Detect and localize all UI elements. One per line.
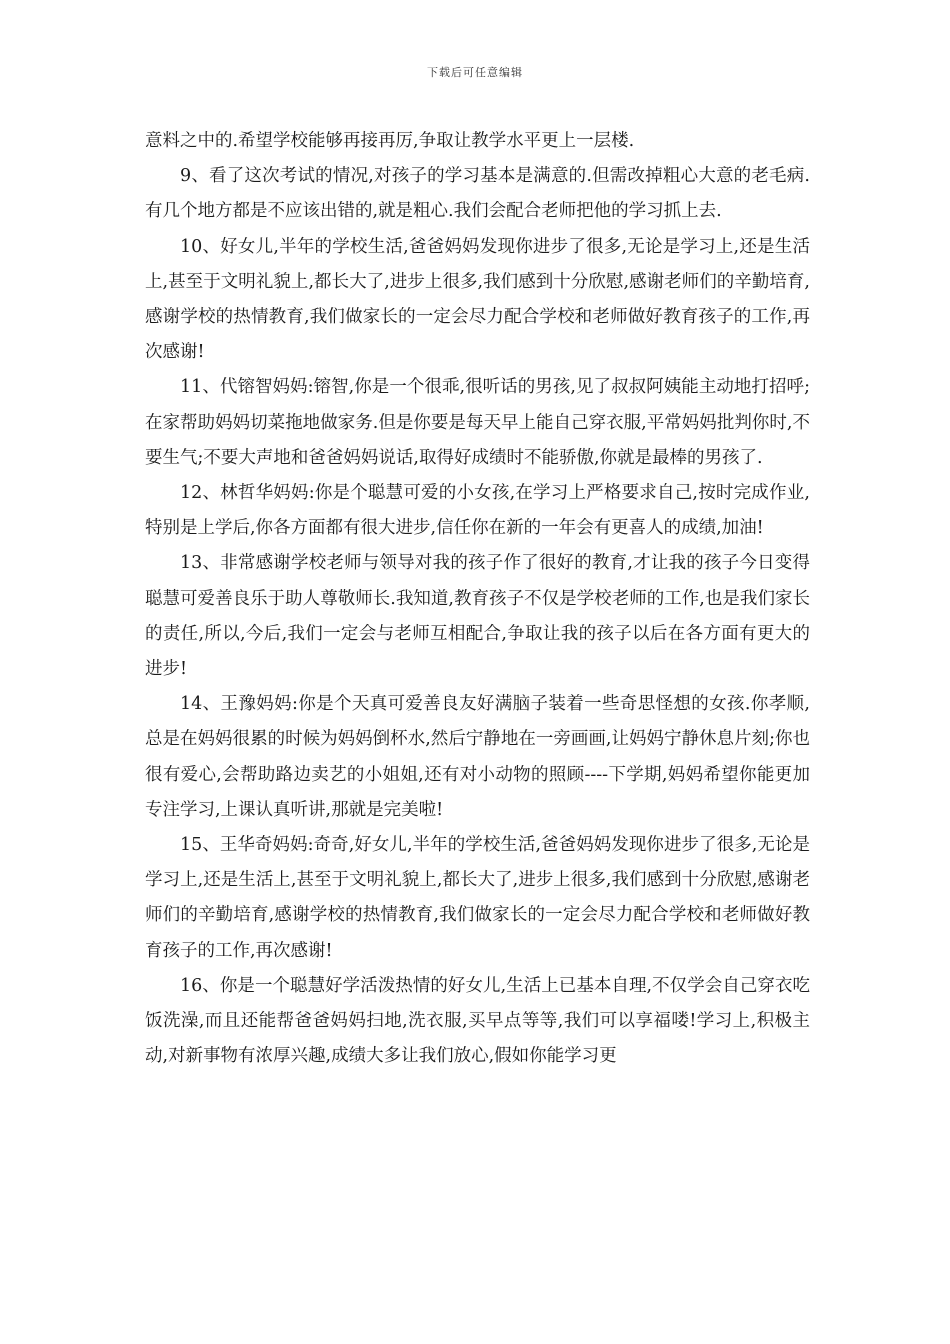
paragraph-15: 15、王华奇妈妈:奇奇,好女儿,半年的学校生活,爸爸妈妈发现你进步了很多,无论是学习上,还是生活上,甚至于文明礼貌上,都长大了,进步上很多,我们感到十分欣慰,感谢老师们的辛勤培育,感谢学校的热情教育,我们做家长的一定会尽力配合学校和老师做好教育孩子的工作,再次感谢! [145,835,810,961]
page-header: 下载后可任意编辑 [427,66,523,79]
paragraph-11: 11、代镕智妈妈:镕智,你是一个很乖,很听话的男孩,见了叔叔阿姨能主动地打招呼;在家帮助妈妈切菜拖地做家务.但是你要是每天早上能自己穿衣服,平常妈妈批判你时,不要生气;不要大声地和爸爸妈妈说话,取得好成绩时不能骄傲,你就是最棒的男孩了. [145,377,810,468]
paragraph-12: 12、林哲华妈妈:你是个聪慧可爱的小女孩,在学习上严格要求自己,按时完成作业,特别是上学后,你各方面都有很大进步,信任你在新的一年会有更喜人的成绩,加油! [145,483,810,539]
paragraph-13: 13、非常感谢学校老师与领导对我的孩子作了很好的教育,才让我的孩子今日变得聪慧可爱善良乐于助人尊敬师长.我知道,教育孩子不仅是学校老师的工作,也是我们家长的责任,所以,今后,我们一定会与老师互相配合,争取让我的孩子以后在各方面有更大的进步! [145,553,810,680]
document-body [145,124,810,1074]
paragraph-16: 16、你是一个聪慧好学活泼热情的好女儿,生活上已基本自理,不仅学会自己穿衣吃饭洗澡,而且还能帮爸爸妈妈扫地,洗衣服,买早点等等,我们可以享福喽!学习上,积极主动,对新事物有浓厚兴趣,成绩大多让我们放心,假如你能学习更 [145,975,810,1067]
paragraph-10: 10、好女儿,半年的学校生活,爸爸妈妈发现你进步了很多,无论是学习上,还是生活上,甚至于文明礼貌上,都长大了,进步上很多,我们感到十分欣慰,感谢老师们的辛勤培育,感谢学校的热情教育,我们做家长的一定会尽力配合学校和老师做好教育孩子的工作,再次感谢! [145,236,810,363]
paragraph-9: 9、看了这次考试的情况,对孩子的学习基本是满意的.但需改掉粗心大意的老毛病.有几个地方都是不应该出错的,就是粗心.我们会配合老师把他的学习抓上去. [145,166,810,222]
paragraph-14: 14、王豫妈妈:你是个天真可爱善良友好满脑子装着一些奇思怪想的女孩.你孝顺,总是在妈妈很累的时候为妈妈倒杯水,然后宁静地在一旁画画,让妈妈宁静休息片刻;你也很有爱心,会帮助路边卖艺的小姐姐,还有对小动物的照顾----下学期,妈妈希望你能更加专注学习,上课认真听讲,那就是完美啦! [145,694,810,820]
paragraph-continuation: 意料之中的.希望学校能够再接再厉,争取让教学水平更上一层楼. [145,131,635,151]
